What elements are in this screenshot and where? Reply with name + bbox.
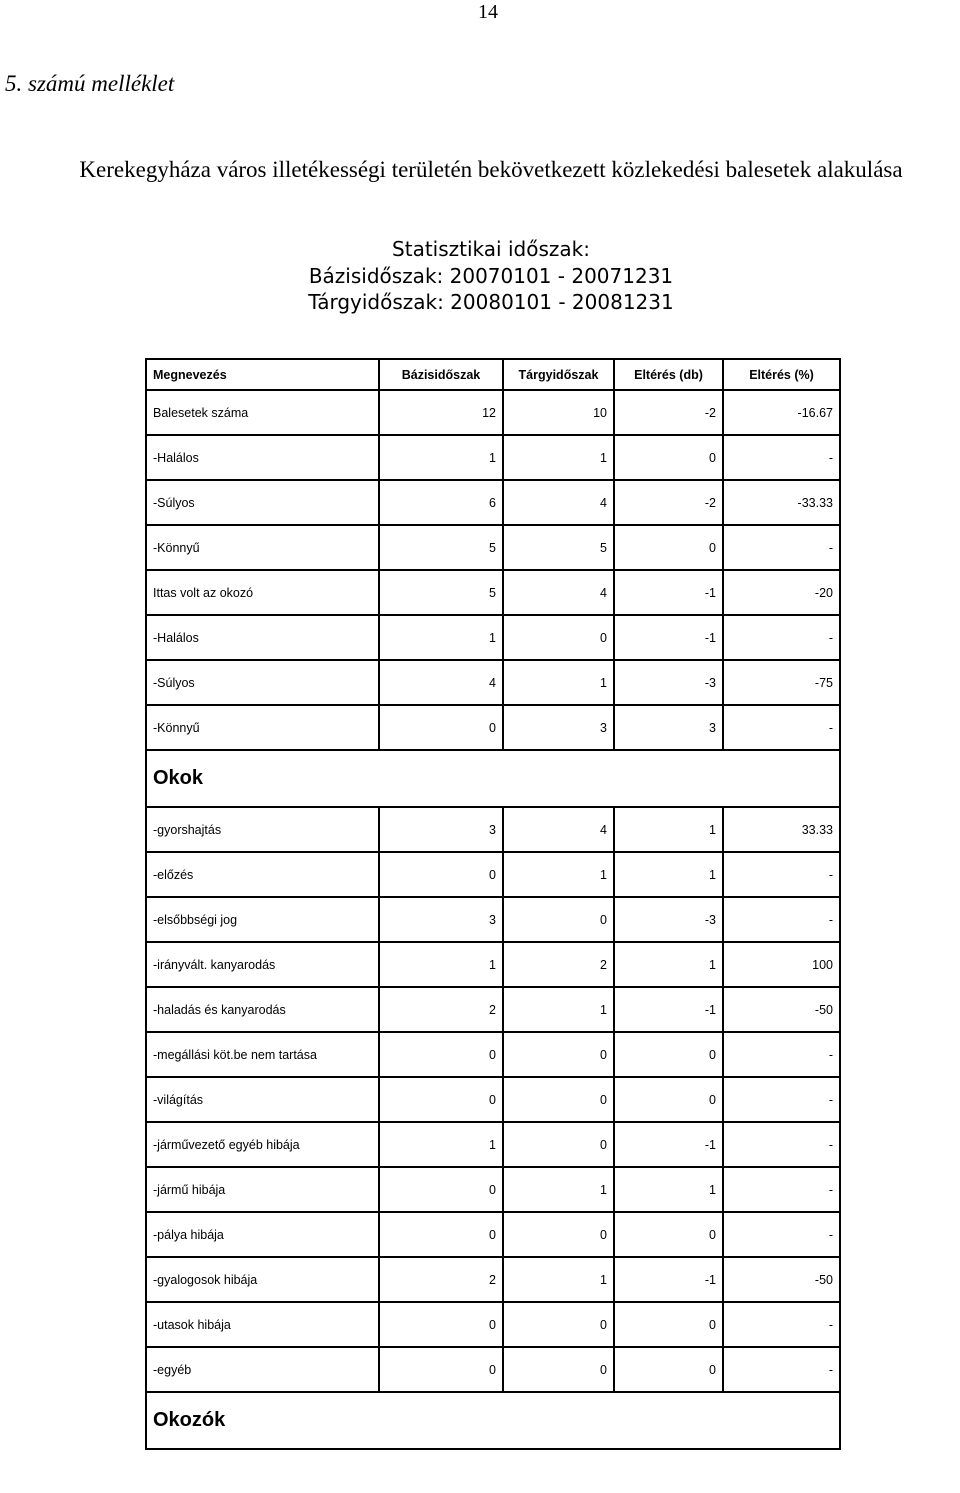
diff-percent: -75 (723, 660, 840, 705)
base-value: 1 (379, 615, 503, 660)
target-value: 1 (503, 1257, 614, 1302)
base-value: 1 (379, 942, 503, 987)
table-row (146, 1167, 840, 1212)
base-value: 1 (379, 435, 503, 480)
diff-percent: - (723, 615, 840, 660)
target-value: 1 (503, 435, 614, 480)
target-value: 1 (503, 660, 614, 705)
base-value: 0 (379, 852, 503, 897)
base-value: 1 (379, 1122, 503, 1167)
base-value: 2 (379, 987, 503, 1032)
table-row (146, 570, 840, 615)
target-value: 0 (503, 615, 614, 660)
diff-count: -2 (614, 390, 723, 435)
table-body (146, 390, 840, 1449)
target-value: 0 (503, 1302, 614, 1347)
section-title: Okozók (146, 1392, 840, 1449)
diff-percent: - (723, 1077, 840, 1122)
base-value: 5 (379, 570, 503, 615)
diff-percent: - (723, 1122, 840, 1167)
table-row (146, 525, 840, 570)
diff-percent: -20 (723, 570, 840, 615)
diff-count: -3 (614, 660, 723, 705)
base-value: 0 (379, 1212, 503, 1257)
table-row (146, 1302, 840, 1347)
row-label: Ittas volt az okozó (146, 570, 379, 615)
target-period: Tárgyidőszak: 20080101 - 20081231 (308, 290, 674, 314)
diff-percent: - (723, 1032, 840, 1077)
diff-percent: - (723, 525, 840, 570)
base-value: 0 (379, 1167, 503, 1212)
base-value: 3 (379, 897, 503, 942)
accident-statistics-table (145, 358, 841, 1450)
base-value: 5 (379, 525, 503, 570)
target-value: 0 (503, 1122, 614, 1167)
base-value: 0 (379, 1347, 503, 1392)
base-value: 4 (379, 660, 503, 705)
base-value: 12 (379, 390, 503, 435)
column-header-base: Bázisidőszak (379, 359, 503, 390)
target-value: 10 (503, 390, 614, 435)
target-value: 4 (503, 570, 614, 615)
row-label: -gyalogosok hibája (146, 1257, 379, 1302)
base-value: 0 (379, 1302, 503, 1347)
diff-percent: - (723, 705, 840, 750)
period-heading: Statisztikai időszak: (392, 237, 590, 261)
row-label: -utasok hibája (146, 1302, 379, 1347)
target-value: 0 (503, 1032, 614, 1077)
diff-percent: -50 (723, 1257, 840, 1302)
table-row (146, 705, 840, 750)
row-label: -elsőbbségi jog (146, 897, 379, 942)
table-row (146, 615, 840, 660)
table-row (146, 1032, 840, 1077)
table-row (146, 1212, 840, 1257)
page-title: Kerekegyháza város illetékességi területén bekövetkezett közlekedési balesetek alakulása (79, 157, 903, 182)
base-value: 0 (379, 1032, 503, 1077)
base-value: 6 (379, 480, 503, 525)
row-label: -Halálos (146, 435, 379, 480)
page-number: 14 (478, 1, 498, 23)
table-header-row (146, 359, 840, 390)
target-value: 0 (503, 897, 614, 942)
table-row (146, 435, 840, 480)
target-value: 5 (503, 525, 614, 570)
row-label: -megállási köt.be nem tartása (146, 1032, 379, 1077)
section-title: Okok (146, 750, 840, 807)
row-label: -Súlyos (146, 660, 379, 705)
statistical-period (0, 236, 960, 316)
base-value: 3 (379, 807, 503, 852)
diff-percent: -50 (723, 987, 840, 1032)
target-value: 0 (503, 1212, 614, 1257)
column-header-diff-percent: Eltérés (%) (723, 359, 840, 390)
table-section-row (146, 1392, 840, 1449)
diff-percent: - (723, 897, 840, 942)
diff-count: 1 (614, 942, 723, 987)
diff-count: 0 (614, 525, 723, 570)
table-section-row (146, 750, 840, 807)
column-header-name: Megnevezés (146, 359, 379, 390)
table-row (146, 897, 840, 942)
diff-count: -1 (614, 1257, 723, 1302)
annex-label: 5. számú melléklet (5, 71, 175, 96)
row-label: -előzés (146, 852, 379, 897)
table-row (146, 852, 840, 897)
table-row (146, 1122, 840, 1167)
row-label: -jármű hibája (146, 1167, 379, 1212)
table-row (146, 987, 840, 1032)
diff-percent: -33.33 (723, 480, 840, 525)
diff-percent: - (723, 1212, 840, 1257)
diff-count: -2 (614, 480, 723, 525)
diff-count: -1 (614, 570, 723, 615)
diff-percent: 33.33 (723, 807, 840, 852)
table-row (146, 1257, 840, 1302)
target-value: 2 (503, 942, 614, 987)
diff-count: 0 (614, 435, 723, 480)
base-value: 0 (379, 705, 503, 750)
column-header-diff-count: Eltérés (db) (614, 359, 723, 390)
base-value: 0 (379, 1077, 503, 1122)
diff-count: 1 (614, 852, 723, 897)
diff-count: -1 (614, 615, 723, 660)
target-value: 1 (503, 1167, 614, 1212)
target-value: 4 (503, 807, 614, 852)
row-label: Balesetek száma (146, 390, 379, 435)
table-row (146, 660, 840, 705)
row-label: -világítás (146, 1077, 379, 1122)
table-row (146, 942, 840, 987)
table-row (146, 390, 840, 435)
diff-count: 1 (614, 807, 723, 852)
diff-percent: 100 (723, 942, 840, 987)
diff-count: 0 (614, 1212, 723, 1257)
target-value: 1 (503, 987, 614, 1032)
column-header-target: Tárgyidőszak (503, 359, 614, 390)
table-row (146, 1077, 840, 1122)
row-label: -irányvált. kanyarodás (146, 942, 379, 987)
table-row (146, 480, 840, 525)
diff-count: 0 (614, 1032, 723, 1077)
target-value: 0 (503, 1077, 614, 1122)
diff-count: -3 (614, 897, 723, 942)
target-value: 0 (503, 1347, 614, 1392)
row-label: -pálya hibája (146, 1212, 379, 1257)
diff-count: 1 (614, 1167, 723, 1212)
diff-count: 0 (614, 1077, 723, 1122)
target-value: 3 (503, 705, 614, 750)
row-label: -járművezető egyéb hibája (146, 1122, 379, 1167)
diff-count: -1 (614, 987, 723, 1032)
diff-percent: - (723, 852, 840, 897)
row-label: -Halálos (146, 615, 379, 660)
row-label: -Könnyű (146, 705, 379, 750)
diff-percent: - (723, 1347, 840, 1392)
diff-count: 0 (614, 1302, 723, 1347)
diff-percent: -16.67 (723, 390, 840, 435)
target-value: 1 (503, 852, 614, 897)
base-value: 2 (379, 1257, 503, 1302)
row-label: -egyéb (146, 1347, 379, 1392)
diff-count: 3 (614, 705, 723, 750)
row-label: -Súlyos (146, 480, 379, 525)
base-period: Bázisidőszak: 20070101 - 20071231 (308, 263, 674, 288)
row-label: -gyorshajtás (146, 807, 379, 852)
diff-count: -1 (614, 1122, 723, 1167)
diff-percent: - (723, 1167, 840, 1212)
table-row (146, 807, 840, 852)
diff-count: 0 (614, 1347, 723, 1392)
diff-percent: - (723, 1302, 840, 1347)
table-row (146, 1347, 840, 1392)
row-label: -haladás és kanyarodás (146, 987, 379, 1032)
target-value: 4 (503, 480, 614, 525)
diff-percent: - (723, 435, 840, 480)
row-label: -Könnyű (146, 525, 379, 570)
